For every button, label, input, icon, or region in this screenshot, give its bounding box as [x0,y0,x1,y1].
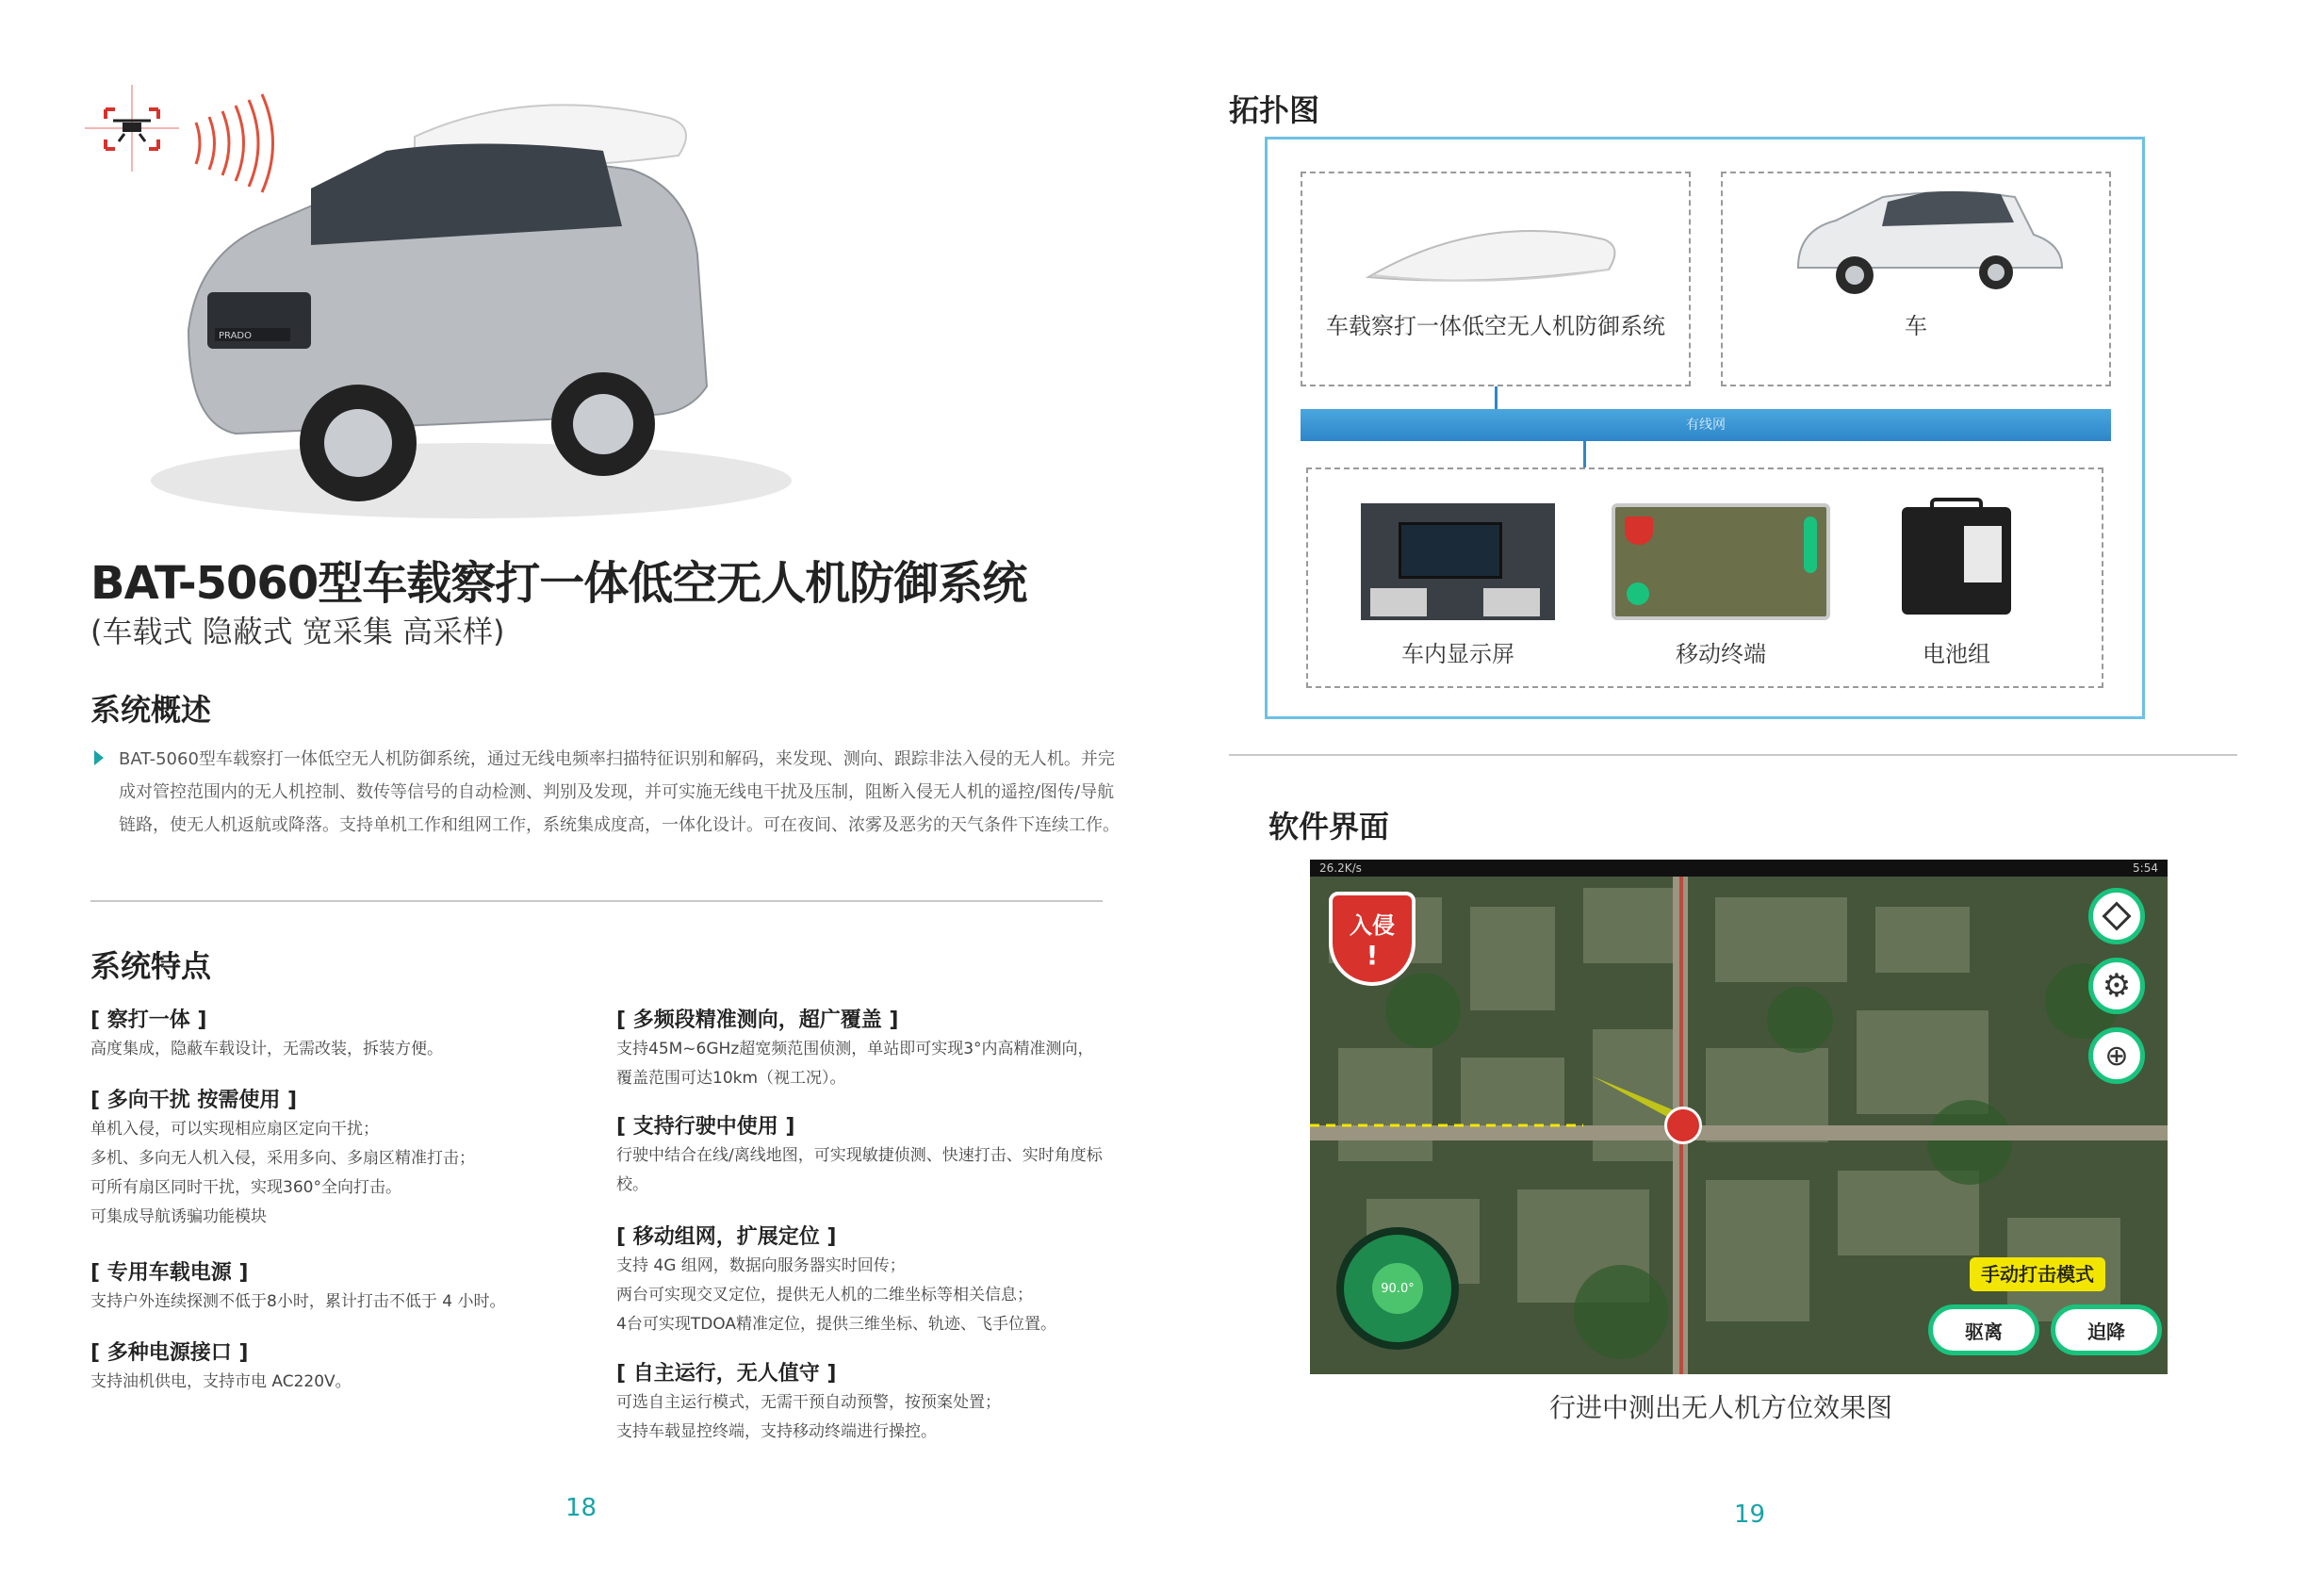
feature-text: 单机入侵，可以实现相应扇区定向干扰； 多机、多向无人机入侵，采用多向、多扇区精准打击； 可所有扇区同时干扰，实现360°全向打击。 可集成导航诱骗功能模块 [90,1120,475,1226]
clock: 5:54 [2133,861,2158,875]
product-hero-image [75,47,971,537]
strike-mode-label[interactable]: 手动打击模式 [1970,1257,2105,1291]
connector-line [1495,386,1498,409]
locate-button[interactable] [2088,1027,2145,1084]
car-display-image [1361,503,1555,620]
topology-node-system [1301,172,1691,386]
feature-text: 支持 4G 组网，数据向服务器实时回传； 两台可实现交叉定位，提供无人机的二维坐标等相关信息； 4台可实现TDOA精准定位，提供三维坐标、轨迹、飞手位置。 [616,1256,1057,1334]
feature-title: [ 多向干扰 按需使用 ] [90,1089,298,1112]
feature-title: [ 多种电源接口 ] [90,1341,249,1365]
topology-node-vehicle [1721,172,2111,386]
feature-text: 行驶中结合在线/离线地图，可实现敏捷侦测、快速打击、实时角度标校。 [616,1146,1103,1194]
product-title: BAT-5060型车载察打一体低空无人机防御系统 [90,557,1027,610]
intrusion-label: 入侵 [1350,912,1395,939]
features-heading: 系统特点 [90,948,212,984]
vehicle-marker-icon [1664,1107,1702,1144]
gear-icon: ⚙ [2102,967,2132,1005]
software-ui-screenshot [1310,860,2168,1374]
expel-button[interactable]: 驱离 [1928,1304,2039,1355]
direction-compass [1336,1227,1459,1350]
feature-title: [ 专用车载电源 ] [90,1261,249,1285]
target-icon: ⊕ [2104,1039,2129,1073]
force-land-button[interactable]: 迫降 [2051,1304,2162,1355]
section-divider [90,900,1103,902]
drone-target-icon [85,85,179,172]
feature-title: [ 多频段精准测向，超广覆盖 ] [616,1009,899,1032]
status-bar [1310,860,2168,877]
network-bar: 有线网 [1301,409,2111,441]
feature-title: [ 移动组网，扩展定位 ] [616,1225,837,1249]
topology-label: 电池组 [1923,641,1990,667]
topology-heading: 拓扑图 [1229,92,1320,128]
feature-title: [ 支持行驶中使用 ] [616,1115,795,1139]
feature-text: 支持45M~6GHz超宽频范围侦测，单站即可实现3°内高精准测向，覆盖范围可达10km（视工况）。 [616,1040,1094,1088]
connector-line [1583,441,1586,467]
radio-wave-icon [196,94,273,192]
overview-paragraph: BAT-5060型车载察打一体低空无人机防御系统，通过无线电频率扫描特征识别和解码，来发现、测向、跟踪非法入侵的无人机。并完成对管控范围内的无人机控制、数传等信号的自动检测、判别及发现，并可实施无线电干扰及压制，阻断入侵无人机的遥控/图传/导航链路，使无人机返航或降落。支持单机工作和组网工作，系统集成度高，一体化设计。可在夜间、浓雾及恶劣的天气条件下连续工作。 [119,749,1120,835]
exclamation-icon: ! [1366,940,1379,971]
compass-value: 90.0° [1372,1263,1423,1314]
topology-label: 车载察打一体低空无人机防御系统 [1326,313,1665,339]
product-subtitle: (车载式 隐蔽式 宽采集 高采样) [90,614,505,649]
page-number-right: 19 [1734,1501,1766,1529]
layer-toggle-button[interactable] [2088,888,2145,944]
roof-box-image [1302,173,1689,296]
svg-text:PRADO: PRADO [219,331,252,341]
software-caption: 行进中测出无人机方位效果图 [1549,1392,1893,1423]
feature-text: 高度集成，隐蔽车载设计，无需改装，拆装方便。 [90,1040,443,1058]
feature-text: 支持户外连续探测不低于8小时，累计打击不低于 4 小时。 [90,1292,506,1311]
battery-pack-image [1902,507,2011,615]
topology-label: 车内显示屏 [1401,641,1514,667]
layers-icon [2102,901,2131,930]
feature-text: 支持油机供电，支持市电 AC220V。 [90,1372,352,1391]
feature-text: 可选自主运行模式，无需干预自动预警，按预案处置； 支持车载显控终端，支持移动终端进行操控。 [616,1393,1001,1441]
page-number-left: 18 [565,1494,597,1522]
mobile-terminal-image [1612,503,1830,620]
topology-label: 移动终端 [1676,641,1766,667]
vehicle-image [1723,173,2109,296]
feature-title: [ 自主运行，无人值守 ] [616,1362,837,1386]
feature-title: [ 察打一体 ] [90,1009,207,1032]
network-speed: 26.2K/s [1319,861,1362,875]
software-heading: 软件界面 [1268,809,1390,845]
topology-terminal-group [1306,467,2103,688]
bullet-icon [94,750,104,765]
settings-button[interactable] [2088,958,2145,1014]
section-divider [1229,754,2237,756]
intrusion-alert-icon [1329,892,1416,986]
topology-label: 车 [1905,313,1927,339]
overview-heading: 系统概述 [90,692,212,728]
